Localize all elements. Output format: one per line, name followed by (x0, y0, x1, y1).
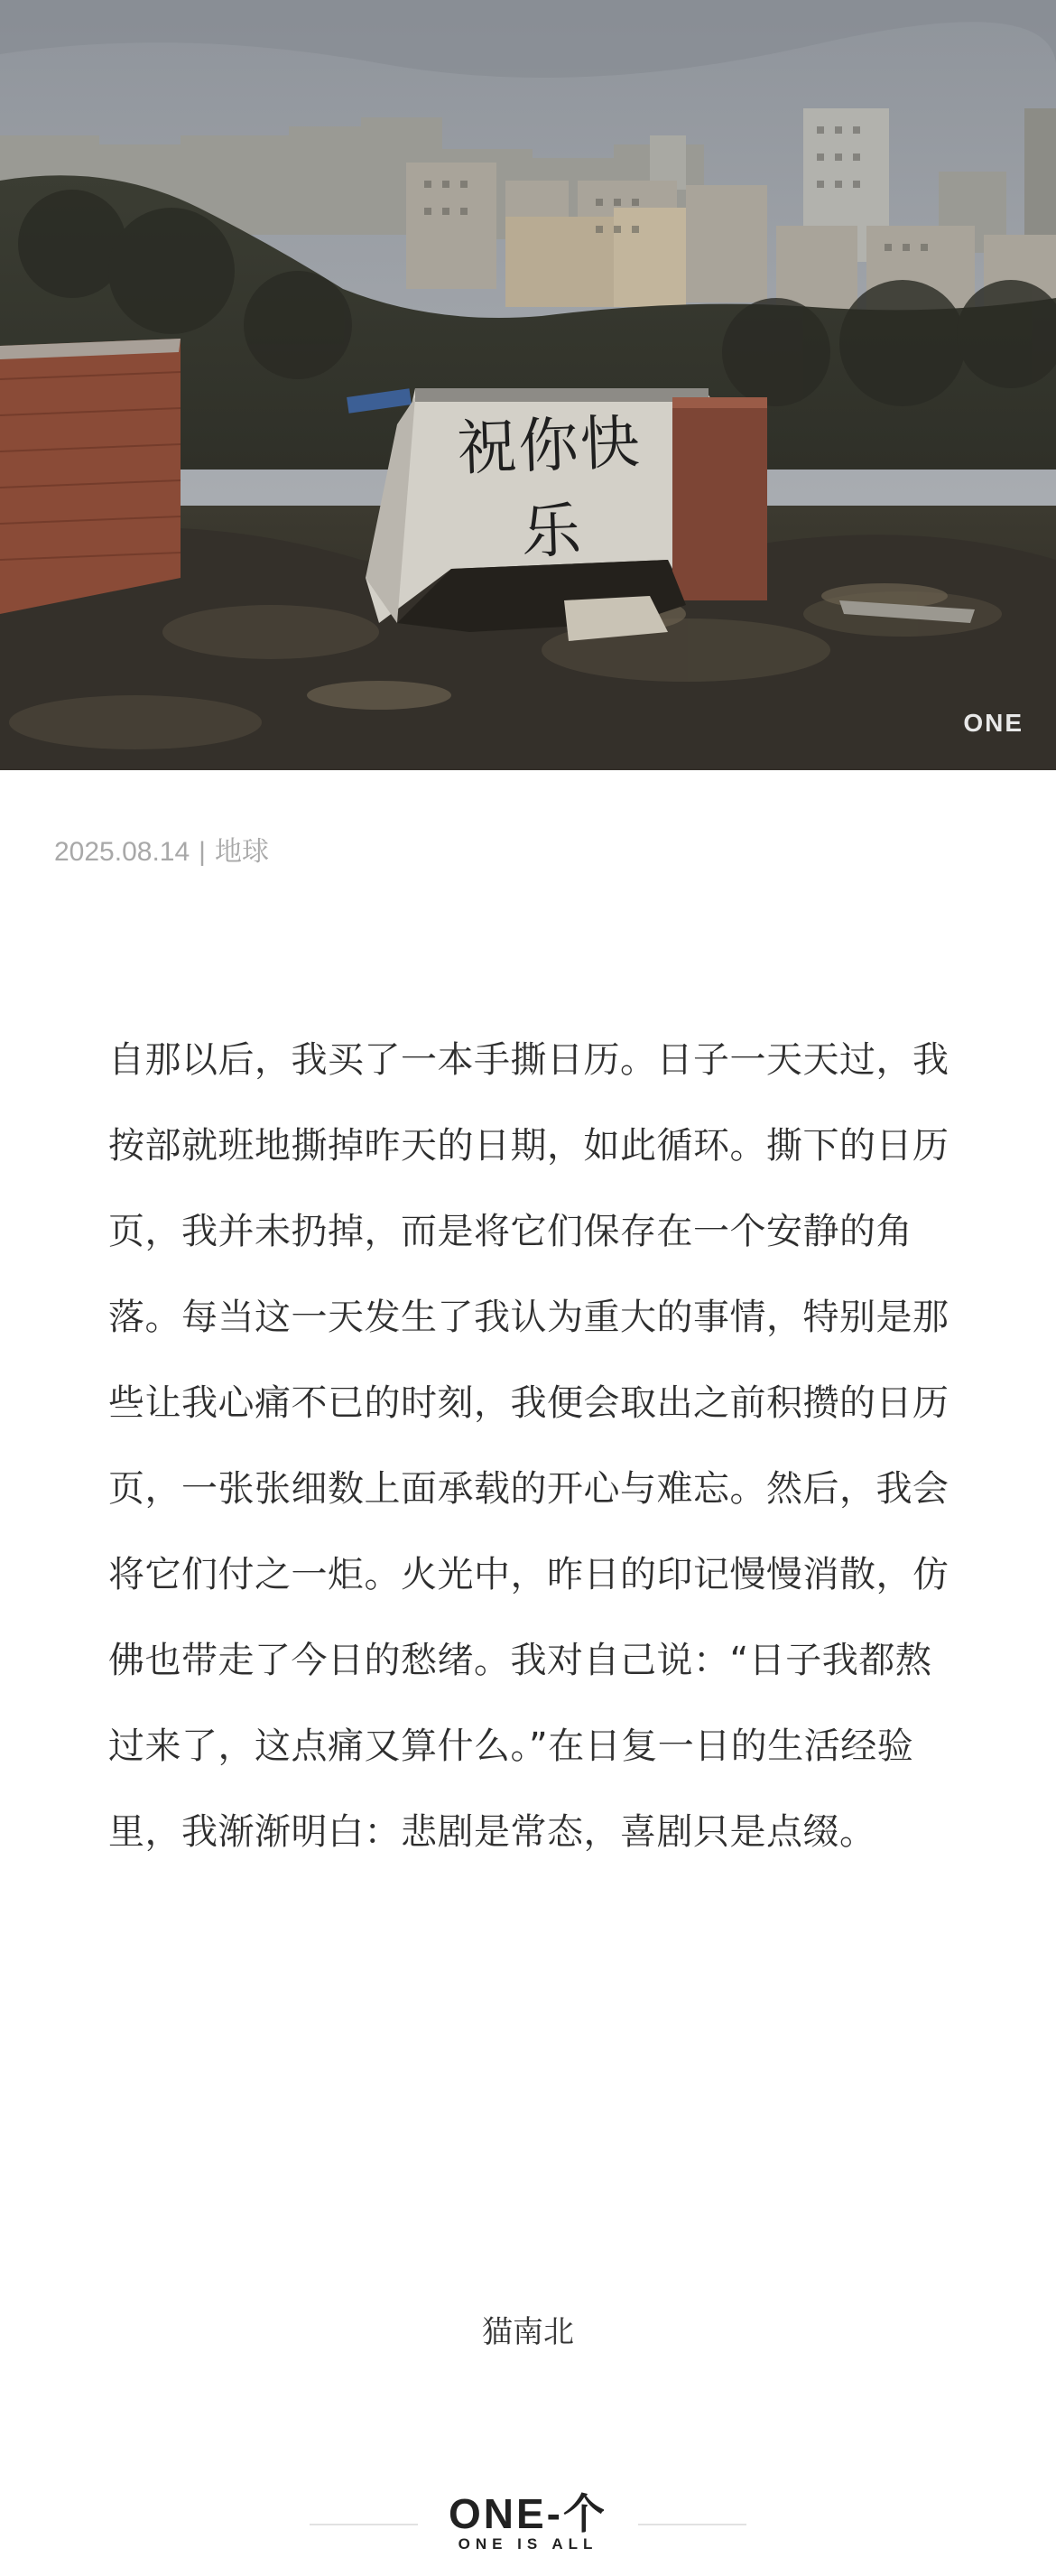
wall-graffiti-text: 祝你快乐 (456, 407, 643, 568)
article-date: 2025.08.14 (54, 837, 190, 867)
footer-brand-logo: ONE-个 (449, 2490, 607, 2537)
footer-slogan: ONE IS ALL (458, 2535, 598, 2553)
hero-photo-illustration (0, 0, 1056, 770)
one-watermark-logo: ONE (963, 709, 1024, 737)
article-body: 自那以后，我买了一本手撕日历。日子一天天过，我按部就班地撕掉昨天的日期，如此循环。撕下的日历页，我并未扔掉，而是将它们保存在一个安静的角落。每当这一天发生了我认为重大的事情，特别是那些让我心痛不已的时刻，我便会取出之前积攒的日历页，一张张细数上面承载的开心与难忘。然后，我会将它们付之一炬。火光中，昨日的印记慢慢消散，仿佛也带走了今日的愁绪。我对自己说：“日子我都熬过来了，这点痛又算什么。”在日复一日的生活经验里，我渐渐明白：悲剧是常态，喜剧只是点缀。 (108, 1039, 949, 1853)
article-meta (54, 829, 269, 869)
article-location: 地球 (214, 837, 269, 867)
author-name: 猫南北 (482, 2314, 574, 2350)
meta-separator: | (199, 837, 206, 867)
hero-photo (0, 0, 1056, 770)
